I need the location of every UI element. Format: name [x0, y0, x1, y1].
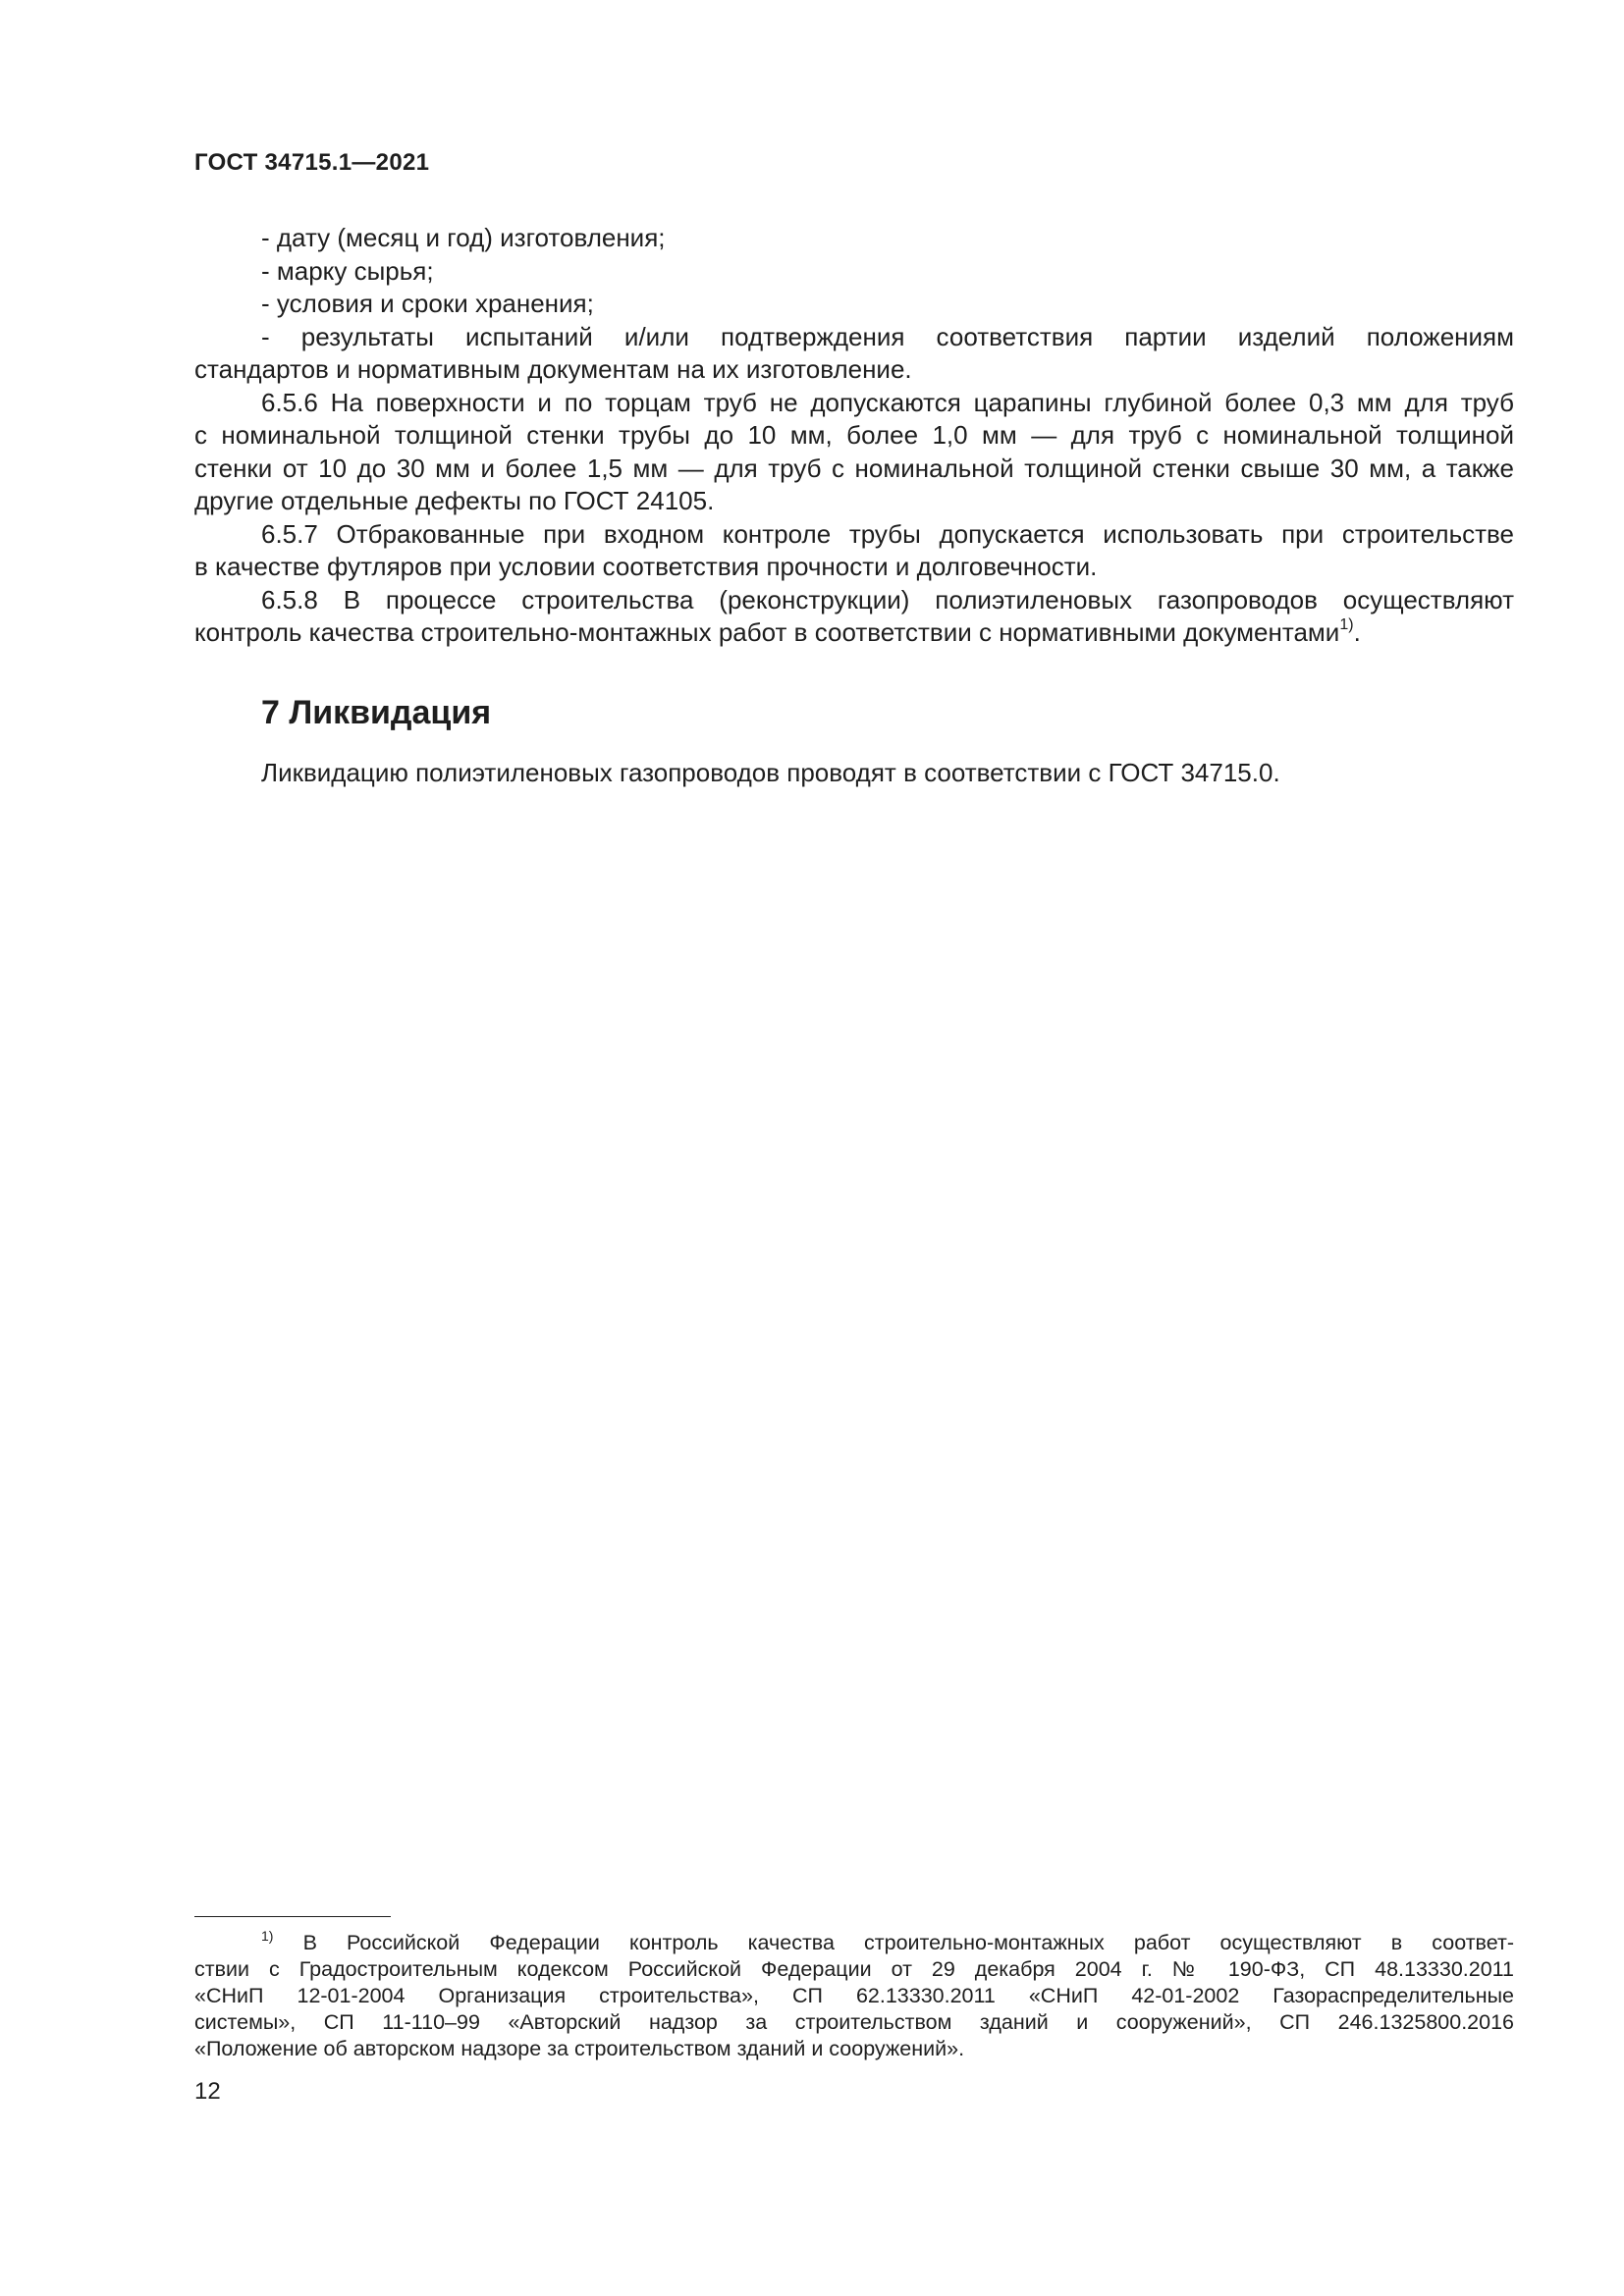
clause-6-5-6-line: стенки от 10 до 30 мм и более 1,5 мм — для труб с номинальной толщиной стенки свыше 30 мм, а также — [194, 453, 1514, 483]
clause-6-5-7-line: 6.5.7 Отбракованные при входном контроле трубы допускается использовать при строительстве — [261, 518, 1514, 549]
footnote-line: «Положение об авторском надзоре за строительством зданий и сооружений». — [194, 2037, 965, 2060]
clause-6-5-6-line: другие отдельные дефекты по ГОСТ 24105. — [194, 486, 715, 515]
footnote-divider — [194, 1916, 391, 1917]
clause-6-5-7-line: в качестве футляров при условии соответствия прочности и долговечности. — [194, 552, 1098, 581]
list-item: - дату (месяц и год) изготовления; — [261, 223, 666, 252]
section-title: 7 Ликвидация — [261, 694, 492, 731]
footnote-line: «СНиП 12-01-2004 Организация строительства», СП 62.13330.2011 «СНиП 42-01-2002 Газораспределительные — [194, 1984, 1514, 2007]
footnote-text: В Российской Федерации контроль качества строительно-монтажных работ осуществляют в соответ- — [302, 1931, 1514, 1954]
footnote — [194, 1930, 1514, 2062]
footnote-reference[interactable]: 1) — [1339, 616, 1354, 633]
footnote-line — [194, 1930, 1514, 1956]
clause-6-5-8-line: 6.5.8 В процессе строительства (реконструкции) полиэтиленовых газопроводов осуществляют — [261, 584, 1514, 614]
document-code: ГОСТ 34715.1—2021 — [194, 149, 430, 176]
page-number: 12 — [194, 2078, 221, 2105]
footnote-line: ствии с Градостроительным кодексом Российской Федерации от 29 декабря 2004 г. № 190-ФЗ, СП 48.13330.2011 — [194, 1957, 1514, 1981]
list-item-long-line: стандартов и нормативным документам на их изготовление. — [194, 354, 912, 384]
clause-6-5-8-text: контроль качества строительно-монтажных работ в соответствии с нормативными документами — [194, 617, 1340, 647]
footnote-line: системы», СП 11-110–99 «Авторский надзор за строительством зданий и сооружений», СП 246.1325800.2016 — [194, 2010, 1514, 2034]
clause-6-5-8-line — [194, 616, 1514, 650]
clause-6-5-6-line: с номинальной толщиной стенки трубы до 10 мм, более 1,0 мм — для труб с номинальной толщиной — [194, 420, 1514, 450]
list-item: - условия и сроки хранения; — [261, 289, 594, 318]
list-item: - марку сырья; — [261, 255, 434, 286]
clause-6-5-6-line: 6.5.6 На поверхности и по торцам труб не допускаются царапины глубиной более 0,3 мм для труб — [261, 387, 1514, 417]
footnote-marker: 1) — [261, 1928, 274, 1944]
section-text: Ликвидацию полиэтиленовых газопроводов проводят в соответствии с ГОСТ 34715.0. — [261, 758, 1280, 787]
clause-6-5-8-end: . — [1353, 617, 1361, 647]
list-item-long-line: - результаты испытаний и/или подтверждения соответствия партии изделий положениям — [261, 321, 1514, 351]
body-text — [194, 222, 1514, 650]
